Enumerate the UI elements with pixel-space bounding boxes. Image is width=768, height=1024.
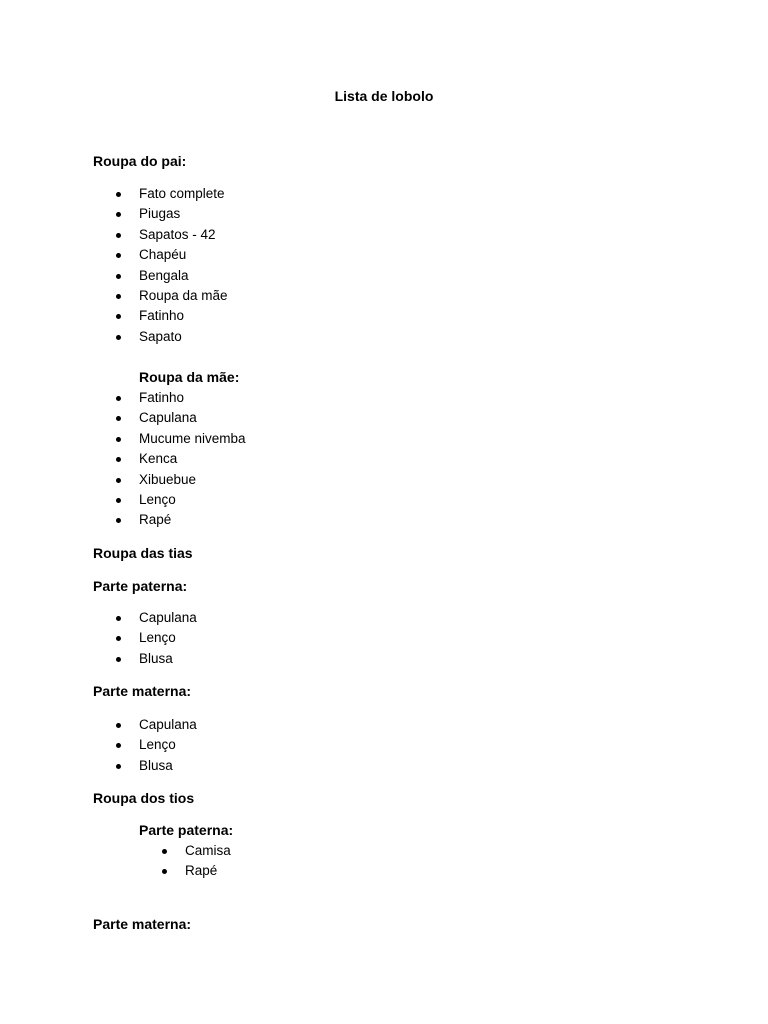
bullet-icon [116, 294, 121, 299]
bullet-icon [116, 723, 121, 728]
list-item: Rapé [185, 861, 231, 881]
bullet-icon [116, 616, 121, 621]
list-item: Camisa [185, 841, 231, 861]
list-item: Sapatos - 42 [139, 225, 228, 245]
bullet-icon [116, 416, 121, 421]
bullet-icon [116, 192, 121, 197]
list-item: Capulana [139, 715, 197, 735]
bullet-icon [116, 335, 121, 340]
section-heading-roupa-do-pai: Roupa do pai: [93, 153, 187, 169]
bullet-icon [116, 274, 121, 279]
list-item: Blusa [139, 649, 197, 669]
bullet-icon [162, 849, 167, 854]
list-item: Rapé [139, 510, 246, 530]
list-roupa-do-pai [139, 184, 228, 347]
list-tias-paterna [139, 608, 197, 669]
list-item: Xibuebue [139, 470, 246, 490]
subheading-tios-parte-paterna: Parte paterna: [139, 822, 234, 838]
list-item: Mucume nivemba [139, 429, 246, 449]
list-item: Lenço [139, 735, 197, 755]
bullet-icon [116, 478, 121, 483]
bullet-icon [116, 314, 121, 319]
section-heading-roupa-das-tias: Roupa das tias [93, 545, 193, 561]
subheading-tias-parte-paterna: Parte paterna: [93, 578, 188, 594]
section-heading-roupa-dos-tios: Roupa dos tios [93, 790, 195, 806]
bullet-icon [116, 518, 121, 523]
list-tias-materna [139, 715, 197, 776]
document-title: Lista de lobolo [334, 88, 434, 104]
bullet-icon [116, 212, 121, 217]
bullet-icon [116, 743, 121, 748]
list-item: Capulana [139, 608, 197, 628]
list-item: Blusa [139, 756, 197, 776]
list-item: Fatinho [139, 306, 228, 326]
subheading-tias-parte-materna: Parte materna: [93, 683, 192, 699]
bullet-icon [116, 764, 121, 769]
list-item: Fatinho [139, 388, 246, 408]
list-item: Sapato [139, 327, 228, 347]
list-item: Piugas [139, 204, 228, 224]
list-tios-paterna [185, 841, 231, 882]
list-item: Kenca [139, 449, 246, 469]
section-heading-roupa-da-mae: Roupa da mãe: [139, 369, 240, 385]
bullet-icon [116, 636, 121, 641]
list-item: Lenço [139, 490, 246, 510]
bullet-icon [116, 498, 121, 503]
bullet-icon [116, 233, 121, 238]
bullet-icon [116, 457, 121, 462]
list-item: Lenço [139, 628, 197, 648]
list-item: Roupa da mãe [139, 286, 228, 306]
bullet-icon [116, 253, 121, 258]
list-item: Chapéu [139, 245, 228, 265]
list-item: Capulana [139, 408, 246, 428]
list-item: Fato complete [139, 184, 228, 204]
list-item: Bengala [139, 266, 228, 286]
bullet-icon [116, 657, 121, 662]
bullet-icon [116, 437, 121, 442]
bullet-icon [116, 396, 121, 401]
bullet-icon [162, 869, 167, 874]
list-roupa-da-mae [139, 388, 246, 531]
subheading-tios-parte-materna: Parte materna: [93, 916, 192, 932]
